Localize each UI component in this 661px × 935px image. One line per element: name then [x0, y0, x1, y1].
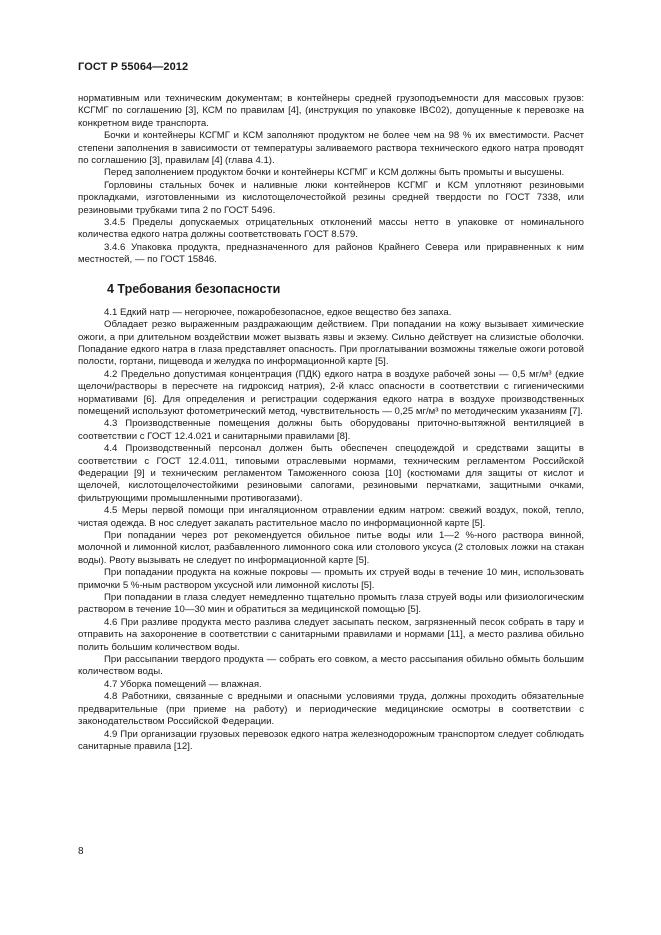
paragraph: Горловины стальных бочек и наливные люки контейнеров КСГМГ и КСМ уплотняют резиновыми прокладками, изготовленными из кислотощелочестойкой резины средней твердости по ГОСТ 7338, или резиновыми трубками типа 2 по ГОСТ 5496.	[78, 179, 584, 216]
paragraph: 4.4 Производственный персонал должен быть обеспечен спецодеждой и средствами защиты в соответствии с ГОСТ 12.4.011, типовыми отраслевыми нормами, техническим регламентом Российской Федерации [9] и техническим регламентом Таможенного союза [10] (костюмами для защиты от кислот и щелочей, кислотощелочестойкими резиновыми сапогами, резиновыми перчатками, защитными очками, фильтрующими промышленными противогазами).	[78, 443, 584, 504]
paragraph: 4.3 Производственные помещения должны быть оборудованы приточно-вытяжной вентиляцией в соответствии с ГОСТ 12.4.021 и санитарными правилами [8].	[78, 418, 584, 442]
paragraph: 4.2 Предельно допустимая концентрация (ПДК) едкого натра в воздухе рабочей зоны — 0,5 мг/м³ (едкие щелочи/растворы в пересчете на гидроксид натрия), 2-й класс опасности в соответствии с гигиеническими нормативами [6]. Для определения и регистрации содержания едкого натра в воздухе производственных помещений используют фотометрический метод, чувствительность — 0,25 мг/м³ по методическим указаниям [7].	[78, 368, 584, 417]
paragraph: При попадании через рот рекомендуется обильное питье воды или 1—2 %-ного раствора винной, молочной и лимонной кислот, разбавленного лимонного сока или столового уксуса (2 столовых ложки на стакан воды). Рвоту вызывать не следует по информационной карте [5].	[78, 530, 584, 566]
paragraph: При попадании в глаза следует немедленно тщательно промыть глаза струей воды или физиологическим раствором в течение 10—30 мин и обратиться за медицинской помощью [5].	[78, 592, 584, 616]
paragraph: Перед заполнением продуктом бочки и контейнеры КСГМГ и КСМ должны быть промыты и высушены.	[104, 167, 565, 179]
paragraph: 4.5 Меры первой помощи при ингаляционном отравлении едким натром: свежий воздух, покой, тепло, чистая одежда. В нос следует закапать растительное масло по информационной карте [5].	[78, 505, 584, 529]
paragraph: 4.8 Работники, связанные с вредными и опасными условиями труда, должны проходить обязательные предварительные (при приеме на работу) и периодические медицинские осмотры в соответствии с законодательством Российской Федерации.	[78, 691, 584, 728]
paragraph: 3.4.5 Пределы допускаемых отрицательных отклонений массы нетто в упаковке от номинального количества едкого натра должны соответствовать ГОСТ 8.579.	[78, 217, 584, 241]
document-body	[78, 93, 584, 753]
paragraph: 3.4.6 Упаковка продукта, предназначенного для районов Крайнего Севера или приравненных к ним местностей, — по ГОСТ 15846.	[78, 241, 584, 266]
paragraph: При попадании продукта на кожные покровы — промыть их струей воды в течение 10 мин, использовать примочки 5 %-ным раствором уксусной или лимонной кислоты [5].	[78, 567, 584, 591]
paragraph: При рассыпании твердого продукта — собрать его совком, а место рассыпания обильно обмыть большим количеством воды.	[78, 654, 584, 678]
paragraph: Бочки и контейнеры КСГМГ и КСМ заполняют продуктом не более чем на 98 % их вместимости. Расчет степени заполнения в зависимости от температуры заливаемого раствора технического едкого натра проводят по соглашению [3], правилам [4] (глава 4.1).	[78, 130, 584, 167]
paragraph: 4.6 При разливе продукта место разлива следует засыпать песком, загрязненный песок собрать в тару и отправить на захоронение в соответствии с санитарными правилами и нормами [11], а место разлива обильно полить большим количеством воды.	[78, 616, 584, 653]
paragraph: Обладает резко выраженным раздражающим действием. При попадании на кожу вызывает химические ожоги, а при длительном воздействии может вызвать язвы и экзему. Сильно действует на слизистые оболочки. Попадание едкого натра в глаза представляет опасность. При проглатывании возможны тяжелые ожоги ротовой полости, гортани, пищевода и желудка по информационной карте [5].	[78, 319, 584, 368]
paragraph: нормативным или техническим документам; в контейнеры средней грузоподъемности для массовых грузов: КСГМГ по соглашению [3], КСМ по правилам [4], (инструкция по упаковке IBC02), допущенные к перевозке на конкретном виде транспорта.	[78, 93, 584, 129]
paragraph: 4.7 Уборка помещений — влажная.	[104, 678, 262, 690]
page-number: 8	[78, 846, 84, 857]
page-header: ГОСТ Р 55064—2012	[78, 61, 189, 73]
paragraph: 4.1 Едкий натр — негорючее, пожаробезопасное, едкое вещество без запаха.	[104, 306, 452, 318]
section-title: 4 Требования безопасности	[107, 281, 281, 296]
paragraph: 4.9 При организации грузовых перевозок едкого натра железнодорожным транспортом следует соблюдать санитарные правила [12].	[78, 728, 584, 752]
